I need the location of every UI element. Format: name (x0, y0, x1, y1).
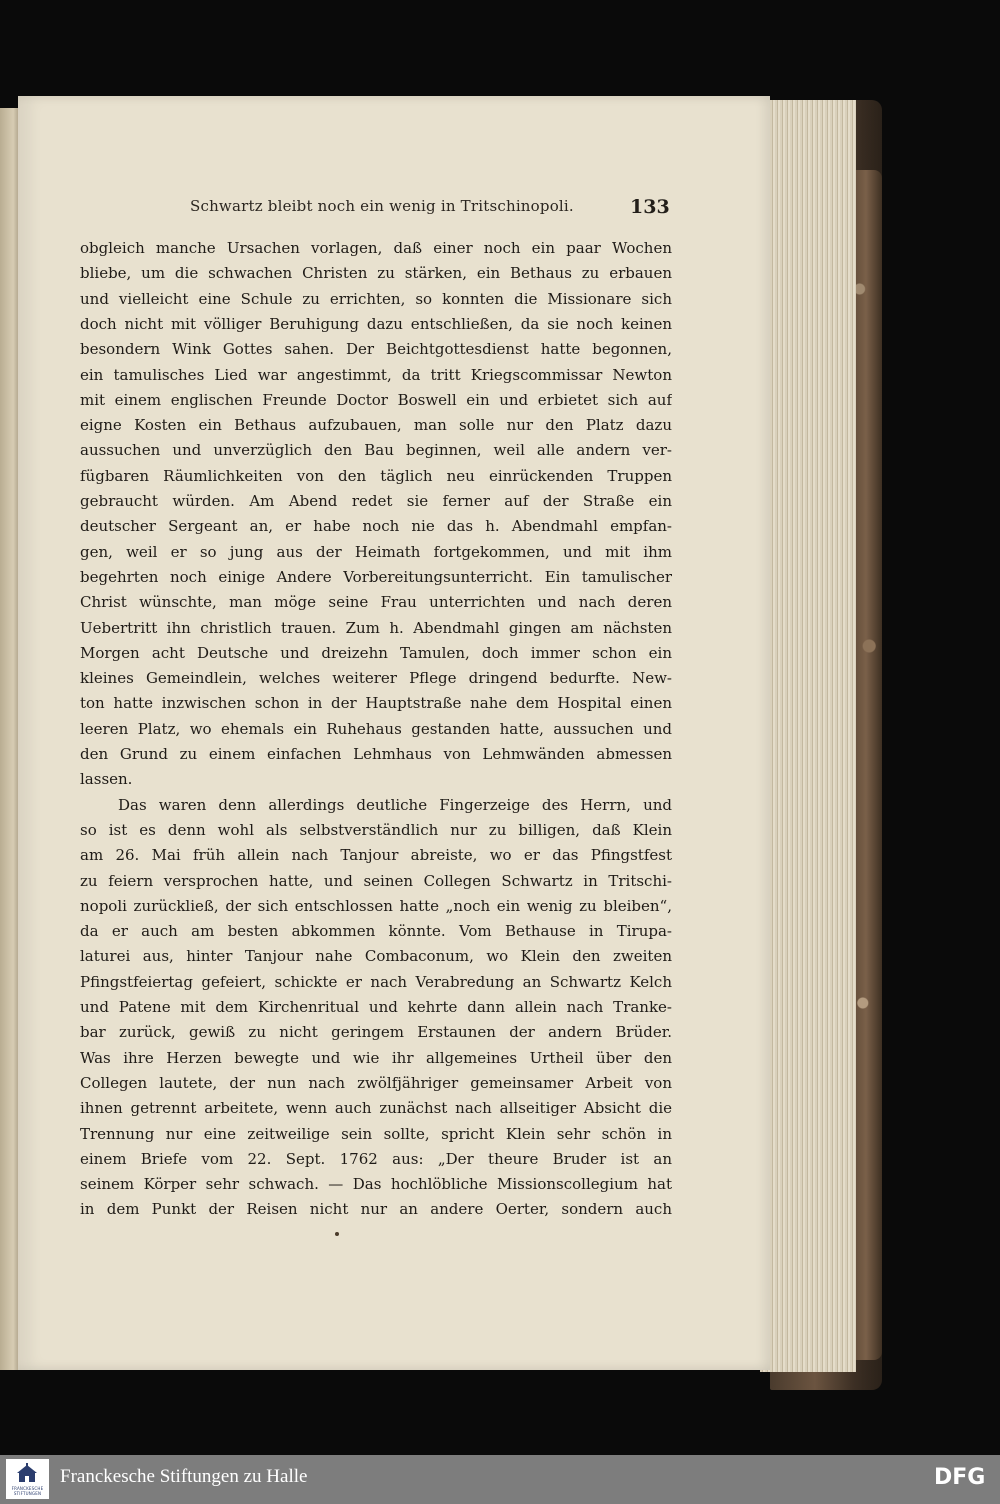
text-line: einem Briefe vom 22. Sept. 1762 aus: „Der theure Bruder ist an (80, 1149, 672, 1168)
logo-caption: FRANCKESCHE STIFTUNGEN (11, 1486, 44, 1496)
text-line: seinem Körper sehr schwach. — Das hochlöbliche Missionscollegium hat (80, 1175, 672, 1194)
text-line: und Patene mit dem Kirchenritual und kehrte dann allein nach Tranke- (80, 998, 672, 1016)
text-line: lassen. (80, 770, 133, 789)
institution-logo-icon (15, 1462, 39, 1486)
text-line: und vielleicht eine Schule zu errichten, so konnten die Missionare sich (80, 289, 672, 308)
text-line: bliebe, um die schwachen Christen zu stärken, ein Bethaus zu erbauen (80, 264, 672, 283)
text-line: ton hatte inzwischen schon in der Hauptstraße nahe dem Hospital einen (80, 694, 672, 713)
text-line: Trennung nur eine zeitweilige sein sollte, spricht Klein sehr schön in (80, 1124, 672, 1143)
page-number: 133 (630, 196, 670, 218)
text-line: begehrten noch einige Andere Vorbereitungsunterricht. Ein tamulischer (80, 567, 672, 586)
text-line: in dem Punkt der Reisen nicht nur an andere Oerter, sondern auch (80, 1200, 672, 1219)
text-line: fügbaren Räumlichkeiten von den täglich neu einrückenden Truppen (80, 466, 672, 485)
text-line: kleines Gemeindlein, welches weiterer Pflege dringend bedurfte. New- (80, 669, 672, 688)
text-line: mit einem englischen Freunde Doctor Boswell ein und erbietet sich auf (80, 390, 672, 409)
text-line: bar zurück, gewiß zu nicht geringem Erstaunen der andern Brüder. (80, 1023, 672, 1042)
footer-title: Franckesche Stiftungen zu Halle (60, 1466, 308, 1487)
text-line: zu feiern versprochen hatte, und seinen Collegen Schwartz in Tritschi- (80, 871, 672, 890)
text-line: den Grund zu einem einfachen Lehmhaus von Lehmwänden abmessen (80, 745, 672, 763)
text-line: Christ wünschte, man möge seine Frau unterrichten und nach deren (80, 593, 672, 612)
text-line: gen, weil er so jung aus der Heimath fortgekommen, und mit ihm (80, 542, 672, 561)
text-line: Das waren denn allerdings deutliche Fingerzeige des Herrn, und (118, 795, 672, 814)
text-line: am 26. Mai früh allein nach Tanjour abreiste, wo er das Pfingstfest (80, 846, 672, 865)
text-line: doch nicht mit völliger Beruhigung dazu entschließen, da sie noch keinen (80, 314, 672, 333)
text-line: deutscher Sergeant an, er habe noch nie das h. Abendmahl empfan- (80, 517, 672, 536)
text-line: da er auch am besten abkommen könnte. Vom Bethause in Tirupa- (80, 922, 672, 941)
page-block-edges (760, 100, 856, 1372)
text-line: nopoli zurückließ, der sich entschlossen hatte „noch ein wenig zu bleiben“, (80, 896, 672, 915)
text-line: eigne Kosten ein Bethaus aufzubauen, man solle nur den Platz dazu (80, 416, 672, 435)
text-line: Morgen acht Deutsche und dreizehn Tamulen, doch immer schon ein (80, 643, 672, 662)
running-head: Schwartz bleibt noch ein wenig in Tritschinopoli. (190, 197, 574, 215)
text-line: gebraucht würden. Am Abend redet sie ferner auf der Straße ein (80, 492, 672, 510)
text-line: ihnen getrennt arbeitete, wenn auch zunächst nach allseitiger Absicht die (80, 1099, 672, 1118)
text-line: leeren Platz, wo ehemals ein Ruhehaus gestanden hatte, aussuchen und (80, 719, 672, 738)
dfg-logo[interactable]: DFG (934, 1465, 986, 1490)
signature-mark (335, 1232, 339, 1236)
text-line: obgleich manche Ursachen vorlagen, daß einer noch ein paar Wochen (80, 239, 672, 257)
text-line: so ist es denn wohl als selbstverständlich nur zu billigen, daß Klein (80, 820, 672, 839)
text-line: besondern Wink Gottes sahen. Der Beichtgottesdienst hatte begonnen, (80, 340, 672, 359)
text-line: Uebertritt ihn christlich trauen. Zum h. Abendmahl gingen am nächsten (80, 618, 672, 637)
text-line: laturei aus, hinter Tanjour nahe Combaconum, wo Klein den zweiten (80, 947, 672, 966)
text-line: Was ihre Herzen bewegte und wie ihr allgemeines Urtheil über den (80, 1048, 672, 1067)
text-line: Collegen lautete, der nun nach zwölfjähriger gemeinsamer Arbeit von (80, 1073, 672, 1092)
text-line: aussuchen und unverzüglich den Bau beginnen, weil alle andern ver- (80, 441, 672, 460)
text-line: Pfingstfeiertag gefeiert, schickte er nach Verabredung an Schwartz Kelch (80, 972, 672, 991)
text-line: ein tamulisches Lied war angestimmt, da tritt Kriegscommissar Newton (80, 365, 672, 384)
